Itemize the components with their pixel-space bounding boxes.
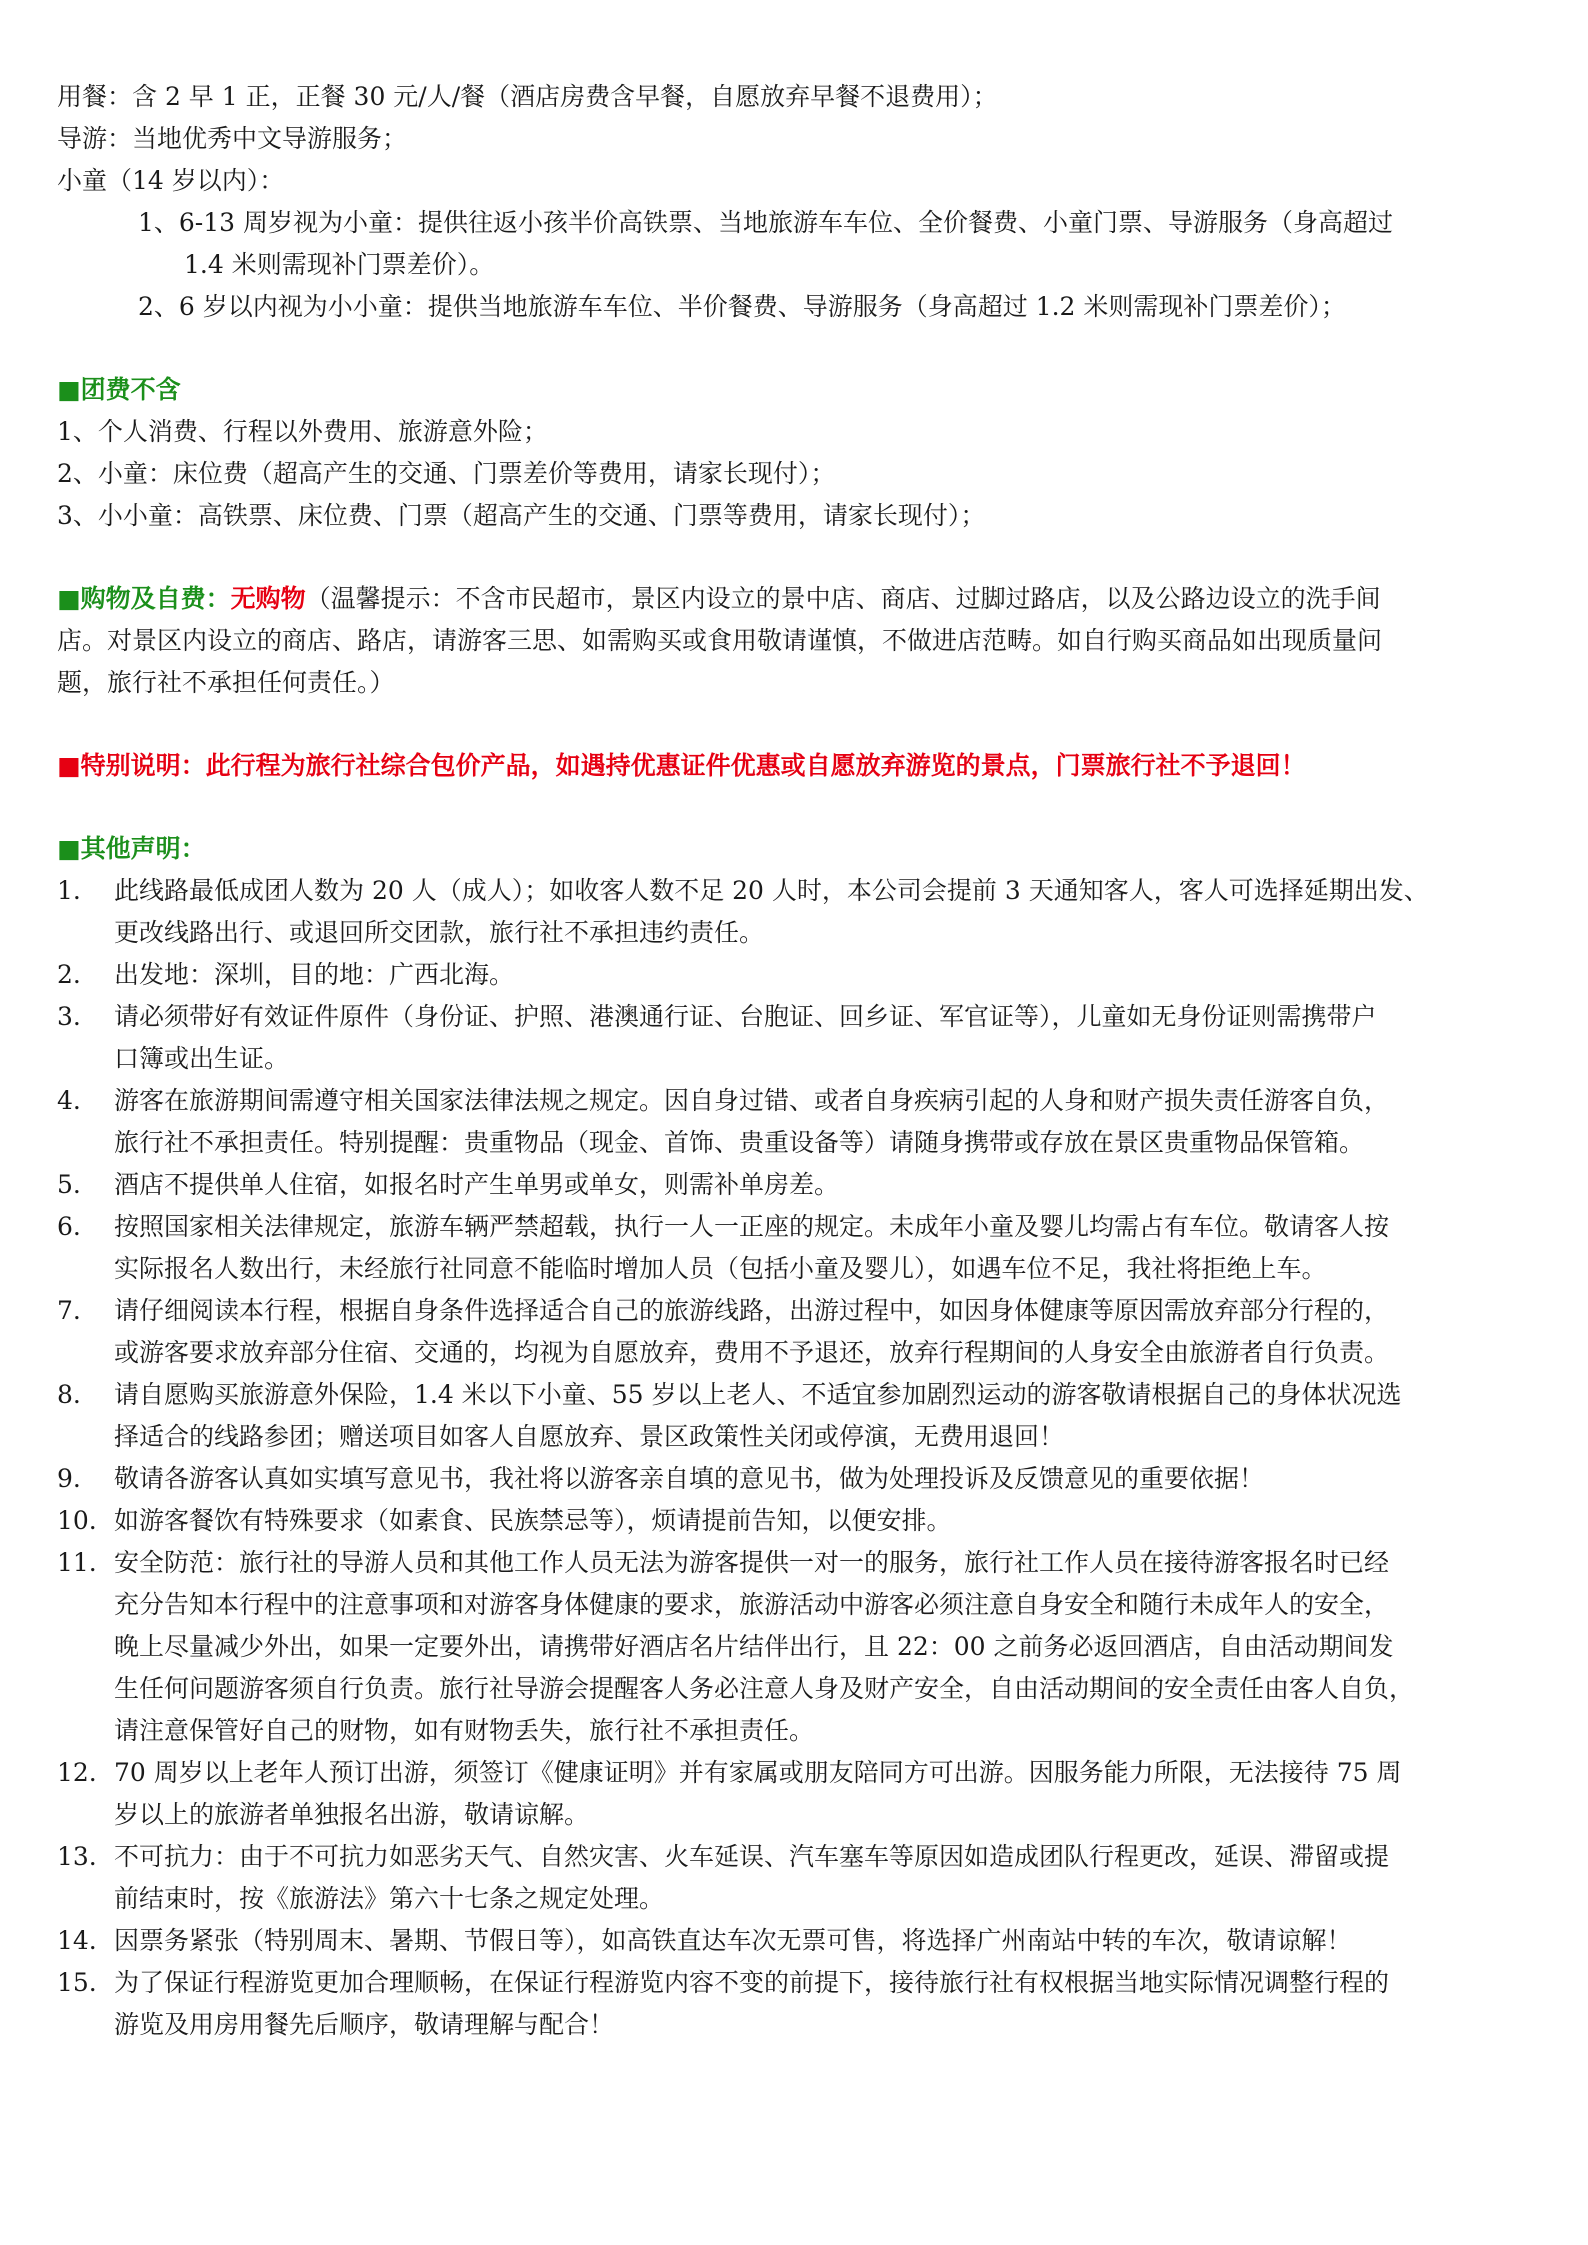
note-text xyxy=(114,1290,1542,1374)
note-line: 更改线路出行、或退回所交团款，旅行社不承担违约责任。 xyxy=(114,918,765,947)
special-note: ■特别说明：此行程为旅行社综合包价产品，如遇持优惠证件优惠或自愿放弃游览的景点，门票旅行社不予退回！ xyxy=(57,751,1306,780)
shopping-text: 店。对景区内设立的商店、路店，请游客三思、如需购买或食用敬请谨慎，不做进店范畴。如自行购买商品如出现质量问 xyxy=(57,626,1383,655)
note-item xyxy=(57,1374,1542,1458)
note-text xyxy=(114,1920,1542,1962)
note-number: 13. xyxy=(57,1842,97,1871)
note-number: 10. xyxy=(57,1506,97,1535)
note-line: 请必须带好有效证件原件（身份证、护照、港澳通行证、台胞证、回乡证、军官证等），儿童如无身份证则需携带户 xyxy=(114,1002,1377,1031)
meal-line: 用餐：含 2 早 1 正，正餐 30 元/人/餐（酒店房费含早餐，自愿放弃早餐不退费用）； xyxy=(57,82,998,111)
note-line: 不可抗力：由于不可抗力如恶劣天气、自然灾害、火车延误、汽车塞车等原因如造成团队行程更改，延误、滞留或提 xyxy=(114,1842,1390,1871)
note-number: 11. xyxy=(57,1548,97,1577)
note-text xyxy=(114,870,1542,954)
exclusions-heading: ■团费不含 xyxy=(57,375,181,404)
note-number: 1. xyxy=(57,876,81,905)
no-shopping-label: 无购物 xyxy=(230,584,306,613)
note-line: 口簿或出生证。 xyxy=(114,1044,290,1073)
note-line: 生任何问题游客须自行负责。旅行社导游会提醒客人务必注意人身及财产安全，自由活动期间的安全责任由客人自负， xyxy=(114,1674,1415,1703)
note-number: 7. xyxy=(57,1296,81,1325)
note-item xyxy=(57,954,1542,996)
document-page xyxy=(57,76,1542,2046)
note-line: 晚上尽量减少外出，如果一定要外出，请携带好酒店名片结伴出行，且 22：00 之前务必返回酒店，自由活动期间发 xyxy=(114,1632,1394,1661)
note-line: 择适合的线路参团；赠送项目如客人自愿放弃、景区政策性关闭或停演，无费用退回！ xyxy=(114,1422,1065,1451)
exclusion-item: 1、个人消费、行程以外费用、旅游意外险； xyxy=(57,417,548,446)
note-text xyxy=(114,1458,1542,1500)
note-line: 按照国家相关法律规定，旅游车辆严禁超载，执行一人一正座的规定。未成年小童及婴儿均需占有车位。敬请客人按 xyxy=(114,1212,1390,1241)
note-number: 14. xyxy=(57,1926,97,1955)
child-item: 1、6-13 周岁视为小童：提供往返小孩半价高铁票、当地旅游车车位、全价餐费、小童门票、导游服务（身高超过 xyxy=(138,208,1394,237)
note-line: 请仔细阅读本行程，根据自身条件选择适合自己的旅游线路，出游过程中，如因身体健康等原因需放弃部分行程的， xyxy=(114,1296,1390,1325)
note-line: 此线路最低成团人数为 20 人（成人）；如收客人数不足 20 人时，本公司会提前 3 天通知客人，客人可选择延期出发、 xyxy=(114,876,1429,905)
note-text xyxy=(114,1836,1542,1920)
other-heading: ■其他声明： xyxy=(57,834,206,863)
note-line: 因票务紧张（特别周末、暑期、节假日等），如高铁直达车次无票可售，将选择广州南站中转的车次，敬请谅解！ xyxy=(114,1926,1352,1955)
child-item-cont: 1.4 米则需现补门票差价）。 xyxy=(184,250,495,279)
note-line: 请自愿购买旅游意外保险，1.4 米以下小童、55 岁以上老人、不适宜参加剧烈运动的游客敬请根据自己的身体状况选 xyxy=(114,1380,1402,1409)
note-item xyxy=(57,1836,1542,1920)
shopping-heading: ■购物及自费： xyxy=(57,584,231,613)
note-item xyxy=(57,1290,1542,1374)
note-text xyxy=(114,1164,1542,1206)
note-number: 12. xyxy=(57,1758,97,1787)
note-line: 请注意保管好自己的财物，如有财物丢失，旅行社不承担责任。 xyxy=(114,1716,815,1745)
note-item xyxy=(57,1962,1542,2046)
note-number: 3. xyxy=(57,1002,81,1031)
note-item xyxy=(57,1206,1542,1290)
note-item xyxy=(57,1542,1542,1752)
note-number: 6. xyxy=(57,1212,81,1241)
note-text xyxy=(114,954,1542,996)
note-number: 15. xyxy=(57,1968,97,1997)
note-line: 出发地：深圳，目的地：广西北海。 xyxy=(114,960,515,989)
note-line: 游客在旅游期间需遵守相关国家法律法规之规定。因自身过错、或者自身疾病引起的人身和财产损失责任游客自负， xyxy=(114,1086,1390,1115)
note-line: 敬请各游客认真如实填写意见书，我社将以游客亲自填的意见书，做为处理投诉及反馈意见的重要依据！ xyxy=(114,1464,1265,1493)
note-line: 实际报名人数出行，未经旅行社同意不能临时增加人员（包括小童及婴儿），如遇车位不足，我社将拒绝上车。 xyxy=(114,1254,1327,1283)
note-item xyxy=(57,996,1542,1080)
notes-list xyxy=(57,870,1542,2046)
note-item xyxy=(57,1500,1542,1542)
note-number: 4. xyxy=(57,1086,81,1115)
note-line: 酒店不提供单人住宿，如报名时产生单男或单女，则需补单房差。 xyxy=(114,1170,840,1199)
note-line: 或游客要求放弃部分住宿、交通的，均视为自愿放弃，费用不予退还，放弃行程期间的人身安全由旅游者自行负责。 xyxy=(114,1338,1390,1367)
note-number: 5. xyxy=(57,1170,81,1199)
guide-line: 导游：当地优秀中文导游服务； xyxy=(57,124,408,153)
exclusion-item: 3、小小童：高铁票、床位费、门票（超高产生的交通、门票等费用，请家长现付）； xyxy=(57,501,986,530)
note-text xyxy=(114,1962,1542,2046)
child-heading: 小童（14 岁以内）： xyxy=(57,166,285,195)
note-text xyxy=(114,1542,1542,1752)
note-item xyxy=(57,1458,1542,1500)
note-text xyxy=(114,996,1542,1080)
note-text xyxy=(114,1374,1542,1458)
note-line: 游览及用房用餐先后顺序，敬请理解与配合！ xyxy=(114,2010,615,2039)
note-line: 70 周岁以上老年人预订出游，须签订《健康证明》并有家属或朋友陪同方可出游。因服务能力所限，无法接待 75 周 xyxy=(114,1758,1402,1787)
note-text xyxy=(114,1206,1542,1290)
note-text xyxy=(114,1500,1542,1542)
note-line: 如游客餐饮有特殊要求（如素食、民族禁忌等），烦请提前告知，以便安排。 xyxy=(114,1506,952,1535)
shopping-text: （温馨提示：不含市民超市，景区内设立的景中店、商店、过脚过路店，以及公路边设立的洗手间 xyxy=(305,584,1381,613)
shopping-text: 题，旅行社不承担任何责任。） xyxy=(57,668,395,697)
note-number: 2. xyxy=(57,960,81,989)
note-line: 岁以上的旅游者单独报名出游，敬请谅解。 xyxy=(114,1800,590,1829)
note-text xyxy=(114,1752,1542,1836)
note-item xyxy=(57,870,1542,954)
note-item xyxy=(57,1080,1542,1164)
exclusion-item: 2、小童：床位费（超高产生的交通、门票差价等费用，请家长现付）； xyxy=(57,459,836,488)
note-line: 前结束时，按《旅游法》第六十七条之规定处理。 xyxy=(114,1884,665,1913)
note-line: 旅行社不承担责任。特别提醒：贵重物品（现金、首饰、贵重设备等）请随身携带或存放在景区贵重物品保管箱。 xyxy=(114,1128,1365,1157)
note-item xyxy=(57,1164,1542,1206)
note-line: 充分告知本行程中的注意事项和对游客身体健康的要求，旅游活动中游客必须注意自身安全和随行未成年人的安全， xyxy=(114,1590,1390,1619)
shopping-paragraph xyxy=(57,578,1542,620)
note-text xyxy=(114,1080,1542,1164)
note-item xyxy=(57,1920,1542,1962)
note-line: 为了保证行程游览更加合理顺畅，在保证行程游览内容不变的前提下，接待旅行社有权根据当地实际情况调整行程的 xyxy=(114,1968,1390,1997)
note-number: 9. xyxy=(57,1464,81,1493)
child-item: 2、6 岁以内视为小小童：提供当地旅游车车位、半价餐费、导游服务（身高超过 1.2 米则需现补门票差价）； xyxy=(138,292,1346,321)
note-number: 8. xyxy=(57,1380,81,1409)
note-line: 安全防范：旅行社的导游人员和其他工作人员无法为游客提供一对一的服务，旅行社工作人员在接待游客报名时已经 xyxy=(114,1548,1390,1577)
note-item xyxy=(57,1752,1542,1836)
